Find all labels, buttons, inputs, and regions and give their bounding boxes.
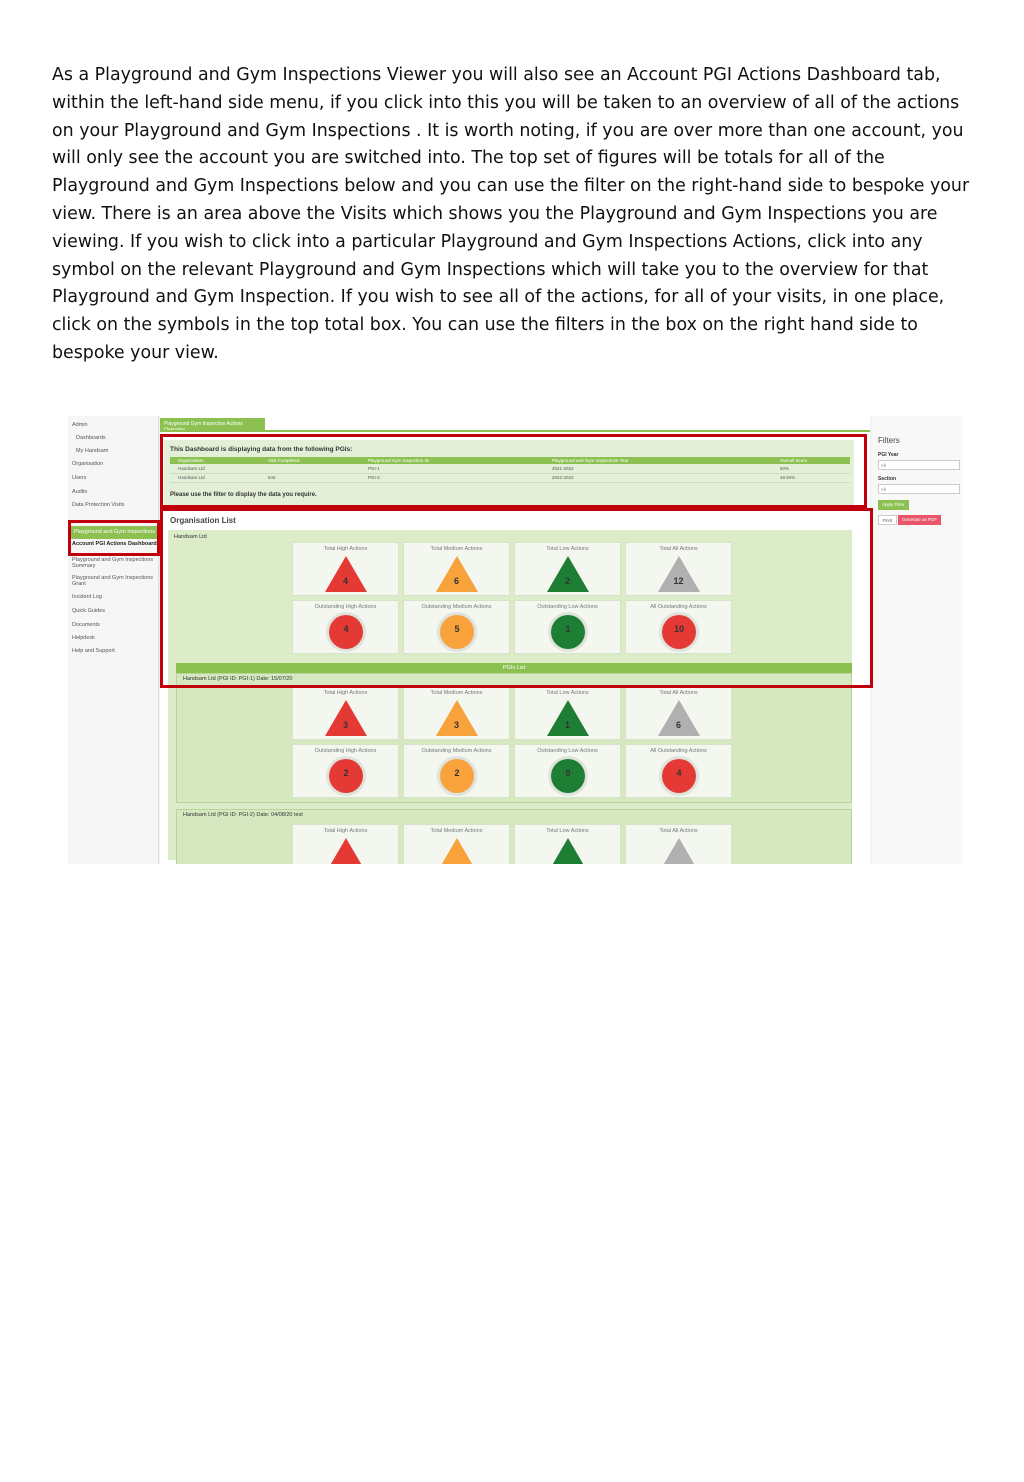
card-label: Total High Actions [323, 690, 368, 696]
pgi-col-organisation: Organisation [178, 458, 204, 463]
pgi1-outstanding-all-card[interactable] [625, 744, 732, 798]
pgi1-total-all-card[interactable] [625, 686, 732, 740]
pgi2-total-low-card[interactable] [514, 824, 621, 864]
pgi-panel-title: This Dashboard is displaying data from the following PGIs: [170, 446, 353, 453]
table-cell: 48.94% [780, 475, 796, 480]
pgi-1-label: Handsam Ltd (PGI ID: PGI-1) Date: 15/07/20 [183, 676, 293, 682]
pgi1-outstanding-high-card[interactable] [292, 744, 399, 798]
medium-triangle-icon[interactable] [436, 838, 478, 864]
table-cell: Handsam Ltd [178, 466, 205, 471]
medium-circle-icon[interactable] [440, 759, 474, 793]
card-count: 2 [454, 768, 460, 778]
low-triangle-icon[interactable] [547, 838, 589, 864]
all-triangle-icon[interactable] [658, 838, 700, 864]
card-label: Outstanding Low Actions [537, 604, 598, 610]
sidebar-item-users[interactable]: Users [72, 475, 87, 481]
card-label: Total Medium Actions [430, 828, 483, 834]
pgi-source-highlight [160, 434, 867, 508]
sidebar [68, 416, 159, 864]
card-count: 4 [343, 624, 349, 634]
card-count: 3 [453, 720, 459, 730]
tab-pgi-actions-overview[interactable]: Playground Gym Inspection Actions [160, 418, 265, 430]
sidebar-item-dpv[interactable]: Data Protection Visits [72, 502, 125, 508]
pgi2-total-all-card[interactable] [625, 824, 732, 864]
card-count: 10 [673, 624, 684, 634]
table-cell: PGI-1 [368, 466, 380, 471]
filter-section-select[interactable]: All [878, 484, 960, 494]
pgi1-total-low-card[interactable] [514, 686, 621, 740]
card-count: 2 [564, 576, 570, 586]
card-label: Outstanding High Actions [314, 748, 377, 754]
card-label: Total Medium Actions [430, 690, 483, 696]
pgi-1-panel [176, 673, 852, 803]
sidebar-item-organisation[interactable]: Organisation [72, 461, 104, 467]
card-count: 4 [342, 576, 348, 586]
print-button[interactable]: Print [878, 515, 897, 525]
table-cell: 60% [780, 466, 790, 471]
low-circle-icon[interactable] [551, 759, 585, 793]
sidebar-item-helpdesk[interactable]: Helpdesk [72, 635, 95, 641]
table-cell: 2021-2022 [552, 466, 574, 471]
tab-underline [160, 430, 870, 432]
card-label: All Outstanding Actions [650, 604, 707, 610]
pgi-2-label: Handsam Ltd (PGI ID: PGI-2) Date: 04/08/20 test [183, 812, 303, 818]
sidebar-item-documents[interactable]: Documents [72, 622, 100, 628]
pgi-2-panel [176, 809, 852, 864]
filters-title: Filters [878, 436, 900, 445]
card-label: Total Low Actions [546, 690, 589, 696]
high-triangle-icon[interactable] [325, 700, 367, 736]
pgi1-total-high-card[interactable] [292, 686, 399, 740]
pgi-col-visit: Visit Completed [268, 458, 300, 463]
pgi-panel-note: Please use the filter to display the data you require. [170, 492, 317, 498]
sidebar-item-help-support[interactable]: Help and Support [72, 648, 115, 654]
card-count: 12 [673, 576, 684, 586]
filter-year-select[interactable]: All [878, 460, 960, 470]
card-count: 3 [342, 720, 348, 730]
card-label: Total Low Actions [546, 546, 589, 552]
filter-year-label: PGI Year [878, 452, 899, 458]
card-label: Outstanding High Actions [314, 604, 377, 610]
all-circle-icon[interactable] [662, 759, 696, 793]
pgis-list-label: PGIs List [502, 665, 526, 671]
table-cell: test [268, 475, 276, 480]
table-cell: Handsam Ltd [178, 475, 205, 480]
high-triangle-icon[interactable] [325, 838, 367, 864]
card-count: 5 [454, 624, 460, 634]
card-count: 6 [675, 720, 681, 730]
card-label: Total All Actions [659, 546, 698, 552]
card-label: Total Medium Actions [430, 546, 483, 552]
pgi1-outstanding-medium-card[interactable] [403, 744, 510, 798]
pgi2-total-high-card[interactable] [292, 824, 399, 864]
card-label: Total High Actions [323, 828, 368, 834]
table-cell: 2022-2023 [552, 475, 574, 480]
card-count: 4 [676, 768, 682, 778]
card-label: Outstanding Medium Actions [421, 748, 492, 754]
pgi-col-year: Playground and Gym Inspections Year [552, 458, 629, 463]
sidebar-subitem-pgi-grant[interactable]: Playground and Gym Inspections Grant [72, 575, 154, 587]
pgi1-outstanding-low-card[interactable] [514, 744, 621, 798]
card-count: 1 [565, 624, 571, 634]
all-triangle-icon[interactable] [658, 700, 700, 736]
apply-filter-button[interactable]: Apply Filter [878, 500, 909, 510]
card-label: All Outstanding Actions [650, 748, 707, 754]
low-triangle-icon[interactable] [547, 700, 589, 736]
sidebar-highlight [68, 520, 160, 556]
sidebar-item-dashboards[interactable]: Dashboards [76, 435, 106, 441]
table-cell: PGI-2 [368, 475, 380, 480]
sidebar-item-pgi-label: Playground and Gym Inspections [74, 529, 156, 535]
card-label: Outstanding Medium Actions [421, 604, 492, 610]
instruction-paragraph: As a Playground and Gym Inspections Viewer you will also see an Account PGI Actions Dashboard tab, within the left-hand side menu, if you click into this you will be taken to an overview of all of the actions on your Playground and Gym Inspections . It is worth noting, if you are over more than one account, you will only see the account you are switched into. The top set of figures will be totals for all of the Playground and Gym Inspections below and you can use the filter on the right-hand side to bespoke your view. There is an area above the Visits which shows you the Playground and Gym Inspections you are viewing. If you wish to click into a particular Playground and Gym Inspections Actions, click into any symbol on the relevant Playground and Gym Inspections which will take you to the overview for that Playground and Gym Inspection. If you wish to see all of the actions, for all of your visits, in one place, click on the symbols in the top total box. You can use the filters in the box on the right hand side to bespoke your view. [52, 65, 970, 363]
card-label: Total All Actions [659, 690, 698, 696]
card-label: Total High Actions [323, 546, 368, 552]
filter-section-label: Section [878, 476, 897, 482]
sidebar-subitem-pgi-dashboard[interactable]: Account PGI Actions Dashboard [72, 541, 157, 547]
org-name: Handsam Ltd [174, 534, 207, 540]
filters-panel [872, 416, 962, 864]
card-count: 6 [453, 576, 459, 586]
pgi-col-score: Overall Score [780, 458, 808, 463]
sidebar-item-my-handsam[interactable]: My Handsam [76, 448, 109, 454]
card-label: Outstanding Low Actions [537, 748, 598, 754]
org-list-title: Organisation List [170, 516, 236, 525]
card-count: 2 [343, 768, 349, 778]
card-count: 1 [564, 720, 570, 730]
sidebar-subitem-pgi-summary[interactable]: Playground and Gym Inspections Summary [72, 557, 154, 569]
card-label: Total All Actions [659, 828, 698, 834]
pgi1-total-medium-card[interactable] [403, 686, 510, 740]
pgi-col-id: Playground Gym Inspection ID [368, 458, 430, 463]
card-label: Total Low Actions [546, 828, 589, 834]
sidebar-item-audits[interactable]: Audits [72, 489, 88, 495]
medium-triangle-icon[interactable] [436, 700, 478, 736]
high-circle-icon[interactable] [329, 759, 363, 793]
sidebar-item-quick-guides[interactable]: Quick Guides [72, 608, 106, 614]
sidebar-item-admin[interactable]: Admin [72, 422, 88, 428]
generate-pdf-button[interactable]: Generate as PDF [898, 515, 941, 525]
dashboard-screenshot [68, 416, 962, 864]
pgi2-total-medium-card[interactable] [403, 824, 510, 864]
sidebar-item-incident-log[interactable]: Incident Log [72, 594, 102, 600]
totals-highlight [160, 508, 873, 688]
card-count: 0 [565, 768, 571, 778]
